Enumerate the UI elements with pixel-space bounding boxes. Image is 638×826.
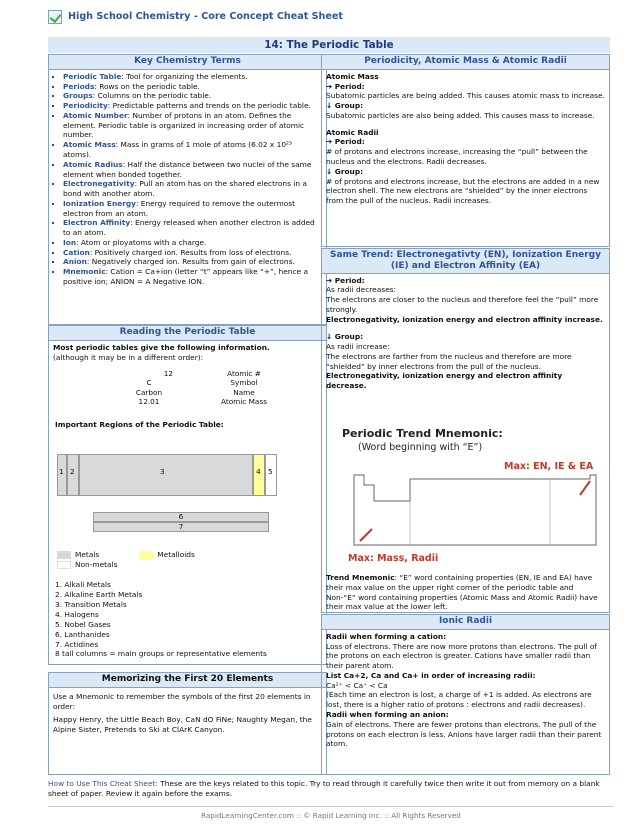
memorize-heading: Memorizing the First 20 Elements xyxy=(49,673,326,688)
term-item: • Electron Affinity: Energy released when another electron is added to an atom. xyxy=(63,218,322,238)
region-list xyxy=(55,580,267,659)
radii-group: # of protons and electrons increase, but the electrons are added in a new electron shell. The new electrons are “shielded” by the inner electrons from the pull of the nucleus. Radii increases. xyxy=(326,176,600,206)
term-item: • Ion: Atom or ployatoms with a charge. xyxy=(63,238,322,248)
list-text: (Each time an electron is lost, a charge of +1 is added. As electrons are lost, there is a higher ratio of protons : electrons and radii decreases). xyxy=(326,690,592,710)
region-5: 5 xyxy=(265,454,277,496)
checklist-icon xyxy=(48,10,62,24)
trend-group-1: As radii increase: xyxy=(326,342,390,352)
reading-intro: Most periodic tables give the following information. xyxy=(53,342,270,352)
region-7: 7 xyxy=(93,522,269,532)
ionic-section: Ionic Radii Radii when forming a cation: Loss of electrons. There are now more protons than electrons. The pull of the protons on each electron is greater. Cations have smaller radii than their parent atom. List Ca+2, Ca and Ca+ in order of increasing radii: Ca²⁺ < Ca⁺ < Ca (Each time an electron is lost, a charge of +1 is added. As electrons are lost, there is a higher ratio of protons : electrons and radii decreases). Radii when forming an anion: Gain of electrons. There are fewer protons than electrons. The pull of the protons on each electron is less. Anions have larger radii than their parent atom. xyxy=(321,614,610,775)
chapter-banner: 14: The Periodic Table xyxy=(48,37,610,53)
trend-mnemonic-graphic: Periodic Trend Mnemonic: (Word beginning with “E”) Max: EN, IE & EA Max: Mass, Radii xyxy=(342,427,604,567)
trend-mnemonic: Trend Mnemonic: “E” word containing properties (EN, IE and EA) have their max value on the upper right corner of the periodic table and Non-“E” word containing properties (Atomic Mass and Atomic Radii) have their max value at the lower left. xyxy=(326,573,598,612)
copyright: RapidLearningCenter.com :: © Rapid Learning Inc. :: All Rights Reserved xyxy=(48,806,614,821)
term-item: • Atomic Number: Number of protons in an atom. Defines the element. Periodic table is organized in increasing order of atomic number. xyxy=(63,111,322,140)
term-item: • Ionization Energy: Energy required to remove the outermost electron from an atom. xyxy=(63,199,322,219)
trend-period-2: The electrons are closer to the nucleus and therefore feel the “pull” more strongly. xyxy=(326,295,599,314)
element-tile-key: Atomic # Symbol Name Atomic Mass xyxy=(220,369,268,407)
region-6: 6 xyxy=(93,512,269,522)
key-terms-heading: Key Chemistry Terms xyxy=(49,55,326,70)
metalloids-swatch xyxy=(139,551,153,559)
pam-heading: Periodicity, Atomic Mass & Atomic Radii xyxy=(322,55,609,70)
term-item: • Groups: Columns on the periodic table. xyxy=(63,91,322,101)
radii-period: # of protons and electrons increase, increasing the “pull” between the nucleus and the electrons. Radii decreases. xyxy=(326,147,588,166)
region-list-item: 6. Lanthanides xyxy=(55,629,110,639)
ionic-heading: Ionic Radii xyxy=(322,615,609,630)
term-item: • Cation: Positively charged ion. Results from loss of electrons. xyxy=(63,248,322,258)
region-3: 3 xyxy=(79,454,253,496)
term-item: • Electronegativity: Pull an atom has on the shared electrons in a bond with another atom. xyxy=(63,179,322,199)
reading-heading: Reading the Periodic Table xyxy=(49,326,326,341)
region-list-item: 4. Halogens xyxy=(55,609,99,619)
periodic-table-diagram xyxy=(57,454,317,544)
periodic-outline-icon xyxy=(350,471,600,551)
region-2: 2 xyxy=(67,454,79,496)
region-1: 1 xyxy=(57,454,67,496)
region-legend: Metals Metalloids Non-metals xyxy=(57,550,195,570)
term-item: • Mnemonic: Cation = Ca+ion (letter “t” appears like “+”, hence a positive ion; ANION = A Negative ION. xyxy=(63,267,322,287)
memorize-text: Use a Mnemonic to remember the symbols of the first 20 elements in order: xyxy=(53,691,311,711)
region-list-item: 5. Nobel Gases xyxy=(55,619,111,629)
sheet-title: High School Chemistry - Core Concept Cheat Sheet xyxy=(68,10,343,22)
sheet-header xyxy=(48,8,610,26)
memorize-section xyxy=(48,672,327,775)
element-tile: 12 C Carbon 12.01 xyxy=(135,369,173,407)
reading-note: (although it may be in a different order): xyxy=(53,352,204,362)
pam-section: Periodicity, Atomic Mass & Atomic Radii Atomic Mass ➔ Period: Subatomic particles are being added. This causes atomic mass to increase. ↓ Group: Subatomic particles are also being added. This causes mass to increase. Atomic Radii ➔ Period: # of protons and electrons increase, increasing the “pull” between the nucleus and the electrons. Radii decreases. ↓ Group: # of protons and electrons increase, but the electrons are added in a new electron shell. The new electrons are “shielded” by the inner electrons from the pull of the nucleus. Radii increases. xyxy=(321,54,610,247)
anion-text: Gain of electrons. There are fewer protons than electrons. The pull of the protons on each electron is less. Anions have larger radii than their parent atom. xyxy=(326,719,602,749)
term-item: • Atomic Radius: Half the distance between two nuclei of the same element when bonded together. xyxy=(63,160,322,180)
term-item: • Periodic Table: Tool for organizing the elements. xyxy=(63,72,322,82)
region-list-item: 1. Alkali Metals xyxy=(55,580,111,589)
trend-section: Same Trend: Electronegativty (EN), Ionization Energy (IE) and Electron Affinity (EA) ➔ Period: As radii decreases: The electrons are closer to the nucleus and therefore feel the “pull” more strongly. Electronegativity, ionization energy and electron affinity increase. ↓ Group: As radii increase: The electrons are farther from the nucleus and therefore are more “shielded” by inner electrons from the pull of the nucleus. Electronegativity, ionization energy and electron affinity decrease. Periodic Trend Mnemonic: (Word beginning with “E”) Max: EN, IE & EA Max: Mass, Radii Trend Mnemonic: “E” word containing properties (EN, IE and EA) have their max value on the upper right corner of the periodic table and Non-“E” word containing properties (Atomic Mass and Atomic Radii) have their max value at the lower left. xyxy=(321,248,610,613)
first-20-mnemonic: Happy Henry, the Little Beach Boy, CaN dO FiNe; Naughty Megan, the Alpine Sister, Pretends to Ski at ClArK Canyon. xyxy=(53,715,312,735)
how-to-use: How to Use This Cheat Sheet: These are the keys related to this topic. Try to read through it carefully twice then write it out from memory on a blank sheet of paper. Review it again before the exams. xyxy=(48,779,600,798)
term-item: • Atomic Mass: Mass in grams of 1 mole of atoms (6.02 x 10²³ atoms). xyxy=(63,140,322,160)
term-item: • Anion: Negatively charged ion. Results from gain of electrons. xyxy=(63,257,322,267)
trend-period-1: As radii decreases: xyxy=(326,285,396,295)
cation-text: Loss of electrons. There are now more protons than electrons. The pull of the protons on each electron is greater. Cations have smaller radii than their parent atom. xyxy=(326,641,598,671)
region-list-item: 7. Actidines xyxy=(55,639,99,649)
trend-heading: Same Trend: Electronegativty (EN), Ionization Energy (IE) and Electron Affinity (EA) xyxy=(322,249,609,274)
term-item: • Periods: Rows on the periodic table. xyxy=(63,82,322,92)
trend-group-2: The electrons are farther from the nucleus and therefore are more “shielded” by inner electrons from the pull of the nucleus. xyxy=(326,351,572,371)
key-terms-section xyxy=(48,54,327,325)
metals-swatch xyxy=(57,551,71,559)
list-answer: Ca²⁺ < Ca⁺ < Ca xyxy=(326,680,388,690)
regions-label: Important Regions of the Periodic Table: xyxy=(55,420,224,429)
region-list-item: 2. Alkaline Earth Metals xyxy=(55,589,143,599)
mass-group: Subatomic particles are also being added. This causes mass to increase. xyxy=(326,110,595,120)
mass-period: Subatomic particles are being added. This causes atomic mass to increase. xyxy=(326,91,605,101)
reading-section xyxy=(48,325,327,665)
region-list-item: 3. Transition Metals xyxy=(55,599,127,609)
region-list-item: 8 tall columns = main groups or representative elements xyxy=(55,649,267,659)
region-4: 4 xyxy=(253,454,265,496)
term-item: • Periodicity: Predictable patterns and trends on the periodic table. xyxy=(63,101,322,111)
key-terms-list xyxy=(49,70,326,289)
nonmetals-swatch xyxy=(57,561,71,569)
